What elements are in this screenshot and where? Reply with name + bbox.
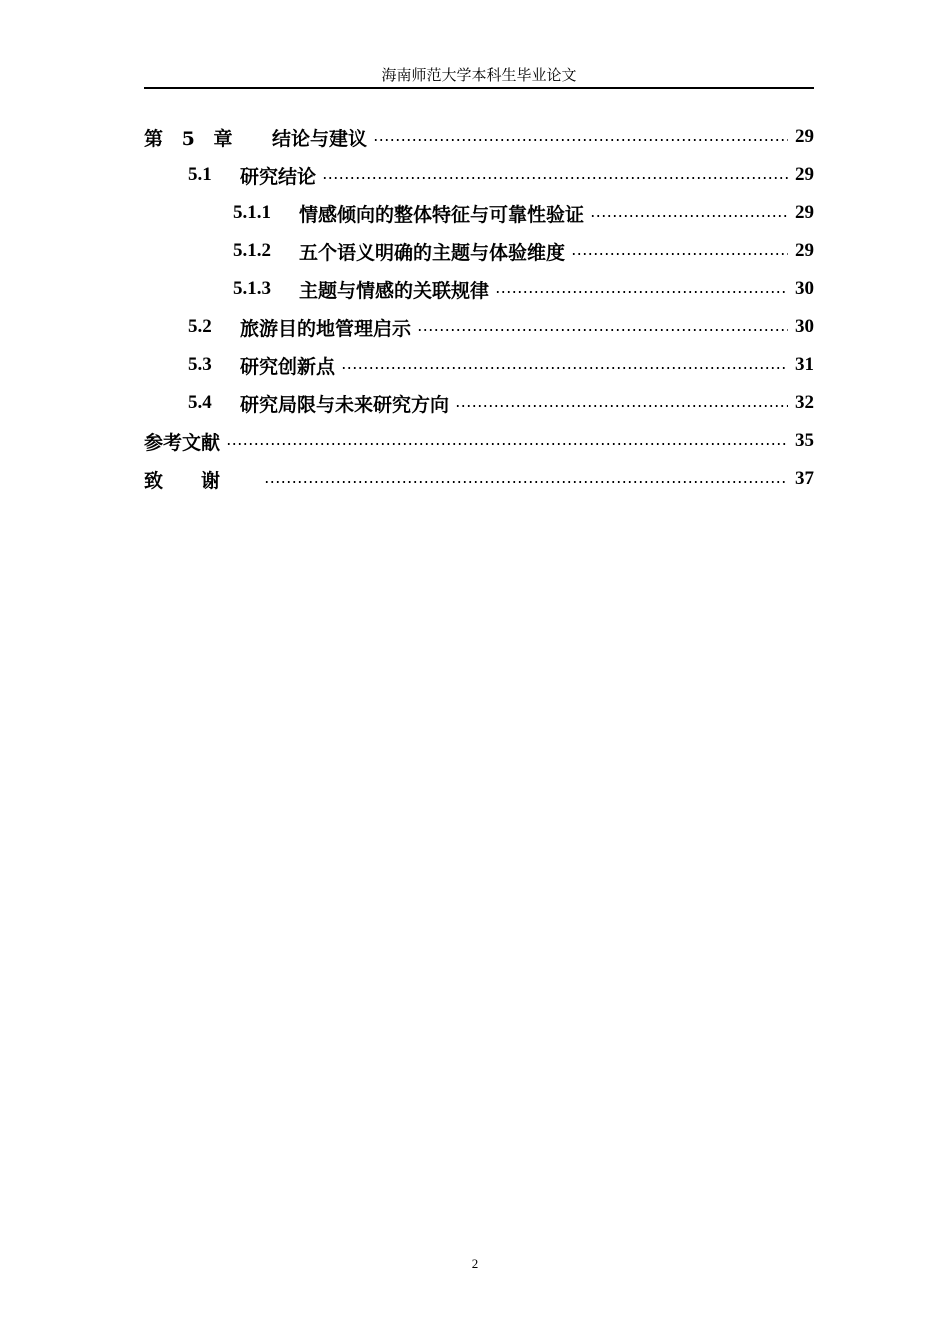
toc-entry-5-1-2[interactable]: [144, 232, 814, 270]
toc-entry-acknowledgements[interactable]: [144, 460, 814, 498]
table-of-contents: [144, 118, 814, 498]
toc-entry-references[interactable]: [144, 422, 814, 460]
dot-leader: [495, 291, 788, 293]
dot-leader: [264, 481, 788, 483]
dot-leader: [373, 139, 788, 141]
toc-section-number: 5.1.2: [233, 240, 271, 261]
toc-entry-5-1-1[interactable]: [144, 194, 814, 232]
toc-entry-title: 旅游目的地管理启示: [240, 317, 412, 340]
toc-entry-5-1-3[interactable]: [144, 270, 814, 308]
toc-section-number: 5.2: [188, 316, 212, 337]
toc-chapter-label: 第 5 章: [144, 127, 239, 150]
dot-leader: [226, 443, 788, 445]
toc-entry-title: 结论与建议: [272, 127, 368, 150]
page-number: 2: [471, 1256, 479, 1271]
toc-page-number: 29: [795, 126, 814, 147]
toc-entry-5-3[interactable]: [144, 346, 814, 384]
toc-page-number: 32: [795, 392, 814, 413]
toc-page-number: 35: [795, 430, 814, 451]
toc-entry-title: 研究创新点: [240, 355, 336, 378]
dot-leader: [417, 329, 788, 331]
dot-leader: [455, 405, 788, 407]
toc-page-number: 30: [795, 278, 814, 299]
toc-page-number: 29: [795, 164, 814, 185]
dot-leader: [322, 177, 788, 179]
toc-entry-title: 五个语义明确的主题与体验维度: [299, 241, 566, 264]
toc-section-number: 5.1.3: [233, 278, 271, 299]
toc-page-number: 31: [795, 354, 814, 375]
toc-entry-title: 情感倾向的整体特征与可靠性验证: [299, 203, 585, 226]
toc-entry-5-1[interactable]: [144, 156, 814, 194]
toc-entry-chapter-5[interactable]: [144, 118, 814, 156]
toc-entry-5-2[interactable]: [144, 308, 814, 346]
toc-entry-5-4[interactable]: [144, 384, 814, 422]
toc-page-number: 29: [795, 202, 814, 223]
toc-entry-title: 主题与情感的关联规律: [299, 279, 490, 302]
toc-page-number: 37: [795, 468, 814, 489]
dot-leader: [341, 367, 788, 369]
toc-entry-title: 参考文献: [144, 431, 221, 454]
dot-leader: [590, 215, 788, 217]
toc-entry-title: 研究结论: [240, 165, 317, 188]
dot-leader: [571, 253, 788, 255]
toc-entry-title: 研究局限与未来研究方向: [240, 393, 450, 416]
toc-section-number: 5.1: [188, 164, 212, 185]
running-header: 海南师范大学本科生毕业论文: [381, 66, 577, 84]
toc-section-number: 5.1.1: [233, 202, 271, 223]
toc-page-number: 29: [795, 240, 814, 261]
toc-section-number: 5.4: [188, 392, 212, 413]
toc-page-number: 30: [795, 316, 814, 337]
toc-entry-title: 致谢: [144, 469, 259, 492]
header-rule: [144, 87, 814, 89]
toc-section-number: 5.3: [188, 354, 212, 375]
